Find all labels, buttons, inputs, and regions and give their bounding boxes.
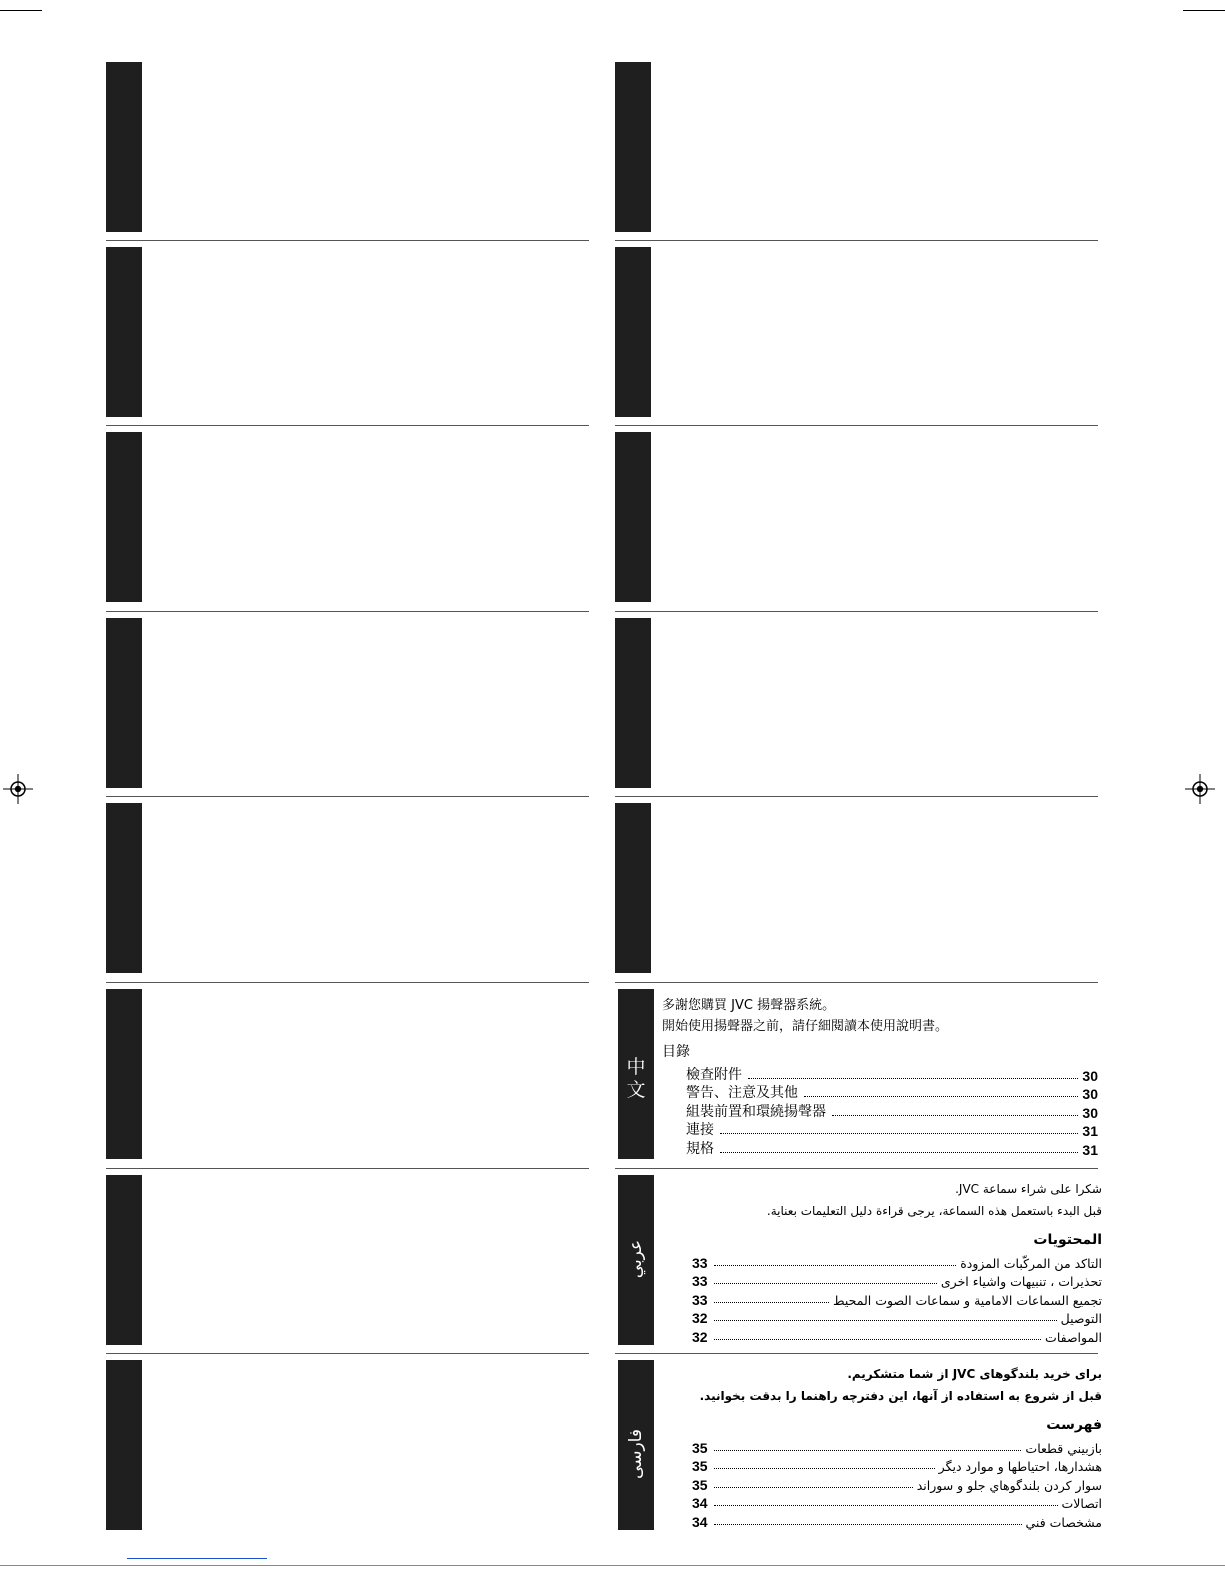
toc-entry-title: بازبيني قطعات (1025, 1440, 1102, 1456)
language-tab-chinese (618, 989, 654, 1159)
toc-entry-page: 35 (692, 1458, 708, 1474)
persian-intro-line-1: برای خرید بلندگوهای JVC از شما متشکریم. (847, 1367, 1102, 1381)
language-tab-right-1 (615, 62, 651, 232)
toc-entry-page: 30 (1082, 1067, 1098, 1084)
toc-entry-title: 檢查附件 (686, 1066, 742, 1083)
arabic-section (662, 1178, 1102, 1345)
toc-entry[interactable] (692, 1271, 1102, 1290)
toc-entry-title: تجميع السماعات الامامية و سماعات الصوت المحيط (833, 1292, 1102, 1308)
language-tab-right-2 (615, 247, 651, 417)
language-tab-right-5 (615, 803, 651, 973)
toc-leader-dots (832, 1114, 1078, 1116)
toc-entry-page: 31 (1082, 1123, 1098, 1139)
toc-entry-page: 33 (692, 1291, 708, 1308)
persian-tab-label: فارسی (626, 1429, 646, 1479)
toc-leader-dots (714, 1449, 1022, 1451)
language-tab-left-1 (106, 62, 142, 232)
divider-right-6 (615, 1168, 1098, 1169)
toc-entry-title: 規格 (686, 1140, 714, 1157)
toc-leader-dots (720, 1132, 1078, 1134)
toc-entry[interactable] (686, 1139, 1098, 1158)
toc-entry-title: التوصيل (1060, 1311, 1102, 1326)
divider-left-2 (106, 425, 589, 426)
chinese-intro-line-1: 多謝您購買 JVC 揚聲器系統。 (662, 998, 836, 1013)
toc-entry-page: 32 (692, 1310, 708, 1326)
toc-leader-dots (748, 1077, 1078, 1079)
persian-section (662, 1363, 1102, 1530)
toc-entry[interactable] (686, 1102, 1098, 1121)
arabic-contents-heading: المحتويات (1033, 1232, 1102, 1248)
toc-entry-title: تحذيرات ، تنبيهات واشياء اخرى (940, 1274, 1102, 1289)
registration-mark-right-icon (1185, 774, 1215, 804)
toc-entry-page: 35 (692, 1439, 708, 1456)
language-tab-left-5 (106, 803, 142, 973)
divider-left-5 (106, 982, 589, 983)
toc-entry-title: هشدارها، احتياطها و موارد ديگر (938, 1459, 1102, 1474)
toc-entry[interactable] (692, 1252, 1102, 1271)
divider-right-5 (615, 982, 1098, 983)
divider-left-3 (106, 611, 589, 612)
toc-entry-page: 33 (692, 1254, 708, 1271)
toc-entry-page: 31 (1082, 1141, 1098, 1158)
arabic-intro-line-2: قبل البدء باستعمل هذه السماعة، يرجى قراءة دليل التعليمات بعناية. (766, 1204, 1102, 1218)
toc-entry[interactable] (692, 1456, 1102, 1475)
chinese-contents-heading: 目錄 (662, 1044, 690, 1060)
divider-left-6 (106, 1168, 589, 1169)
toc-entry-page: 33 (692, 1273, 708, 1289)
persian-contents-heading: فهرست (1046, 1417, 1102, 1433)
language-tab-persian (618, 1360, 654, 1530)
toc-entry[interactable] (686, 1084, 1098, 1103)
language-tab-arabic (618, 1175, 654, 1345)
toc-entry-page: 30 (1082, 1086, 1098, 1102)
language-tab-left-7 (106, 1175, 142, 1345)
toc-entry-title: المواصفات (1045, 1329, 1102, 1345)
toc-entry-title: 警告、注意及其他 (686, 1085, 798, 1101)
toc-entry-title: مشخصات فني (1025, 1514, 1102, 1530)
toc-entry-page: 30 (1082, 1104, 1098, 1121)
toc-entry-page: 32 (692, 1328, 708, 1345)
toc-entry-title: 組裝前置和環繞揚聲器 (686, 1103, 826, 1120)
crop-mark-top-left (0, 10, 42, 11)
divider-right-1 (615, 240, 1098, 241)
chinese-table-of-contents (686, 1065, 1098, 1158)
toc-entry[interactable] (686, 1121, 1098, 1140)
chinese-intro-line-2: 開始使用揚聲器之前，請仔細閱讀本使用說明書。 (662, 1019, 949, 1034)
toc-leader-dots (804, 1095, 1078, 1097)
toc-entry[interactable] (692, 1493, 1102, 1512)
chinese-tab-char-1: 中 (626, 1056, 646, 1078)
bottom-link-underline (127, 1558, 267, 1559)
toc-entry[interactable] (692, 1511, 1102, 1530)
toc-entry-page: 35 (692, 1476, 708, 1493)
toc-leader-dots (714, 1504, 1058, 1506)
toc-entry[interactable] (692, 1308, 1102, 1327)
divider-right-7 (615, 1353, 1098, 1354)
divider-left-4 (106, 796, 589, 797)
language-tab-right-3 (615, 432, 651, 602)
arabic-table-of-contents (692, 1252, 1102, 1345)
divider-left-7 (106, 1353, 589, 1354)
toc-entry[interactable] (692, 1474, 1102, 1493)
toc-entry-page: 34 (692, 1495, 708, 1511)
toc-leader-dots (714, 1264, 957, 1266)
crop-mark-top-right (1183, 10, 1225, 11)
language-tab-left-6 (106, 989, 142, 1159)
toc-entry[interactable] (692, 1326, 1102, 1345)
language-tab-left-4 (106, 618, 142, 788)
arabic-tab-label: عربي (626, 1239, 646, 1279)
divider-right-2 (615, 425, 1098, 426)
toc-leader-dots (714, 1467, 935, 1469)
language-tab-left-3 (106, 432, 142, 602)
toc-leader-dots (714, 1486, 913, 1488)
toc-entry[interactable] (686, 1065, 1098, 1084)
arabic-intro-line-1: شكرا على شراء سماعة JVC. (955, 1182, 1102, 1196)
chinese-section (662, 995, 1098, 1158)
language-tab-left-2 (106, 247, 142, 417)
persian-intro-line-2: قبل از شروع به استفاده از آنها، این دفترچه راهنما را بدقت بخوانید. (699, 1389, 1102, 1403)
toc-entry-title: اتصالات (1061, 1496, 1102, 1511)
language-tab-left-8 (106, 1360, 142, 1530)
toc-entry-title: التاكد من المركّبات المزودة (960, 1255, 1102, 1271)
toc-entry-page: 34 (692, 1513, 708, 1530)
crop-mark-bottom (0, 1565, 1225, 1566)
toc-entry-title: سوار كردن بلندگوهاي جلو و سوراند (916, 1477, 1102, 1493)
toc-leader-dots (714, 1319, 1057, 1321)
persian-table-of-contents (692, 1437, 1102, 1530)
chinese-tab-char-2: 文 (626, 1079, 646, 1101)
toc-entry-title: 連接 (686, 1122, 714, 1138)
toc-entry[interactable] (692, 1289, 1102, 1308)
toc-entry[interactable] (692, 1437, 1102, 1456)
toc-leader-dots (714, 1282, 937, 1284)
toc-leader-dots (714, 1338, 1041, 1340)
toc-leader-dots (714, 1523, 1022, 1525)
toc-leader-dots (720, 1151, 1078, 1153)
language-tab-right-4 (615, 618, 651, 788)
divider-right-4 (615, 796, 1098, 797)
divider-left-1 (106, 240, 589, 241)
toc-leader-dots (714, 1301, 829, 1303)
registration-mark-left-icon (3, 774, 33, 804)
divider-right-3 (615, 611, 1098, 612)
